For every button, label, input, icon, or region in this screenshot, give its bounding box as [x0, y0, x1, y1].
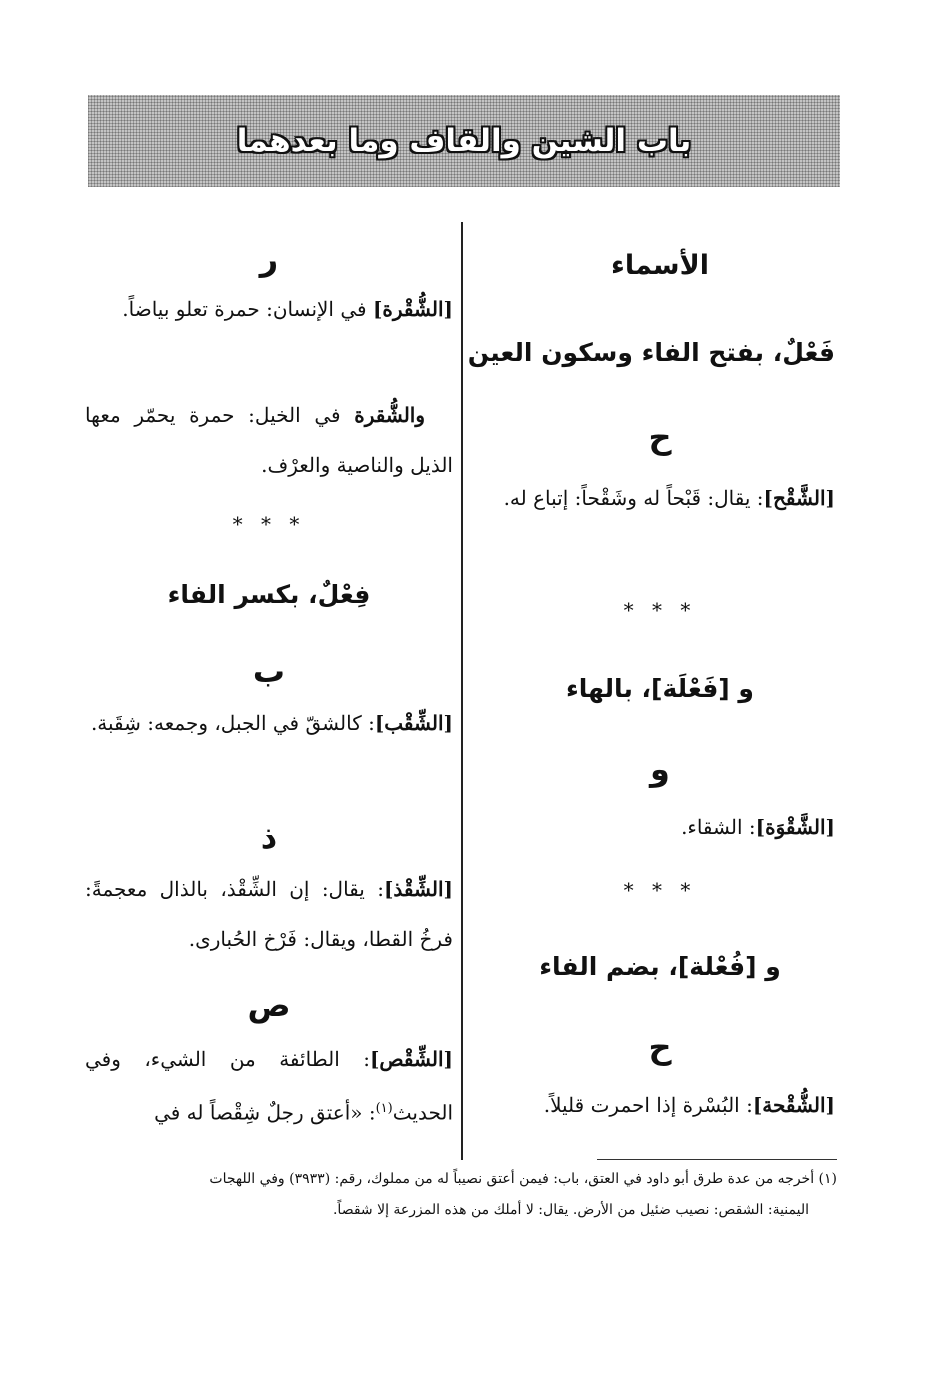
entry-shiqb [85, 698, 453, 748]
entry-shaqh [485, 472, 835, 525]
chapter-title: باب الشين والقاف وما بعدهما [236, 123, 692, 159]
footnote-line: (١) أخرجه من عدة طرق أبو داود في العتق، باب: فيمن أعتق نصيباً له من مملوك، رقم: (٣٩٣٣) وفي اللهجات [209, 1171, 837, 1187]
letter-heading-sad: ص [247, 986, 291, 1024]
entry-definition: : الشقاء. [681, 815, 756, 839]
column-divider [461, 222, 463, 1160]
letter-heading-ba: ب [252, 652, 286, 690]
entry-term: [الشُّقْحة] [752, 1093, 835, 1117]
entry-shiqdh [85, 864, 453, 964]
letter-heading-ha-2: ح [648, 1028, 672, 1066]
entry-shiqs [85, 1034, 453, 1138]
letter-heading-waw: و [650, 750, 670, 788]
entry-term: [الشِّقْذ] [383, 877, 453, 901]
entry-term: [الشِّقْص] [369, 1047, 453, 1071]
footnote-marker: (١) [375, 1101, 393, 1116]
separator-stars: * * * [623, 598, 697, 622]
entry-term: [الشُّقْرة] [372, 297, 453, 321]
entry-definition: في الخيل: حمرة يحمّر معها الذيل والناصية والعرْف. [85, 403, 453, 477]
entry-term: [الشِّقْب] [374, 711, 453, 735]
entry-definition: : يقال: قَبْحاً له وشَقْحاً: إتباع له. [503, 486, 764, 510]
footnote-line: اليمنية: الشقص: نصيب ضئيل من الأرض. يقال: لا أملك من هذه المزرعة إلا شقصاً. [332, 1202, 809, 1218]
entry-shuqra-khayl [85, 390, 453, 490]
pattern-heading-fa-l: فَعْلٌ، بفتح الفاء وسكون العين [467, 338, 835, 367]
entry-shuqha [485, 1080, 835, 1130]
chapter-banner [88, 95, 840, 187]
entry-definition: : الطائفة من الشيء، وفي الحديث [85, 1047, 453, 1125]
entry-term: والشُّقرة [354, 403, 425, 427]
pattern-heading-fu-la: و [فُعْلة]، بضم الفاء [539, 952, 781, 981]
letter-heading-ra: ر [259, 240, 279, 278]
separator-stars: * * * [623, 878, 697, 902]
entry-shaqwa [485, 802, 835, 852]
separator-stars: * * * [232, 512, 306, 536]
section-title-asma: الأسماء [611, 250, 709, 281]
entry-definition: : البُسْرة إذا احمرت قليلاً. [543, 1093, 753, 1117]
entry-definition: في الإنسان: حمرة تعلو بياضاً. [122, 297, 373, 321]
letter-heading-ha-1: ح [648, 418, 672, 456]
entry-definition-continued: : «أعتق رجلٌ شِقْصاً له في [154, 1100, 376, 1125]
footnote-rule [597, 1159, 837, 1160]
footnote [85, 1164, 837, 1226]
entry-definition: : كالشقّ في الجبل، وجمعه: شِقَبة. [90, 711, 375, 735]
entry-shuqra-insan [85, 284, 453, 334]
entry-definition: : يقال: إن الشِّقْذ، بالذال معجمةً: فرخُ القطا، ويقال: فَرْخ الحُبارى. [85, 877, 453, 951]
entry-term: [الشَّقْوَة] [755, 815, 835, 839]
pattern-heading-fa-la: و [فَعْلَة]، بالهاء [566, 674, 754, 703]
letter-heading-dhal: ذ [260, 818, 278, 856]
entry-term: [الشَّقْح] [763, 486, 835, 510]
pattern-heading-fi-l: فِعْلٌ، بكسر الفاء [167, 580, 371, 609]
